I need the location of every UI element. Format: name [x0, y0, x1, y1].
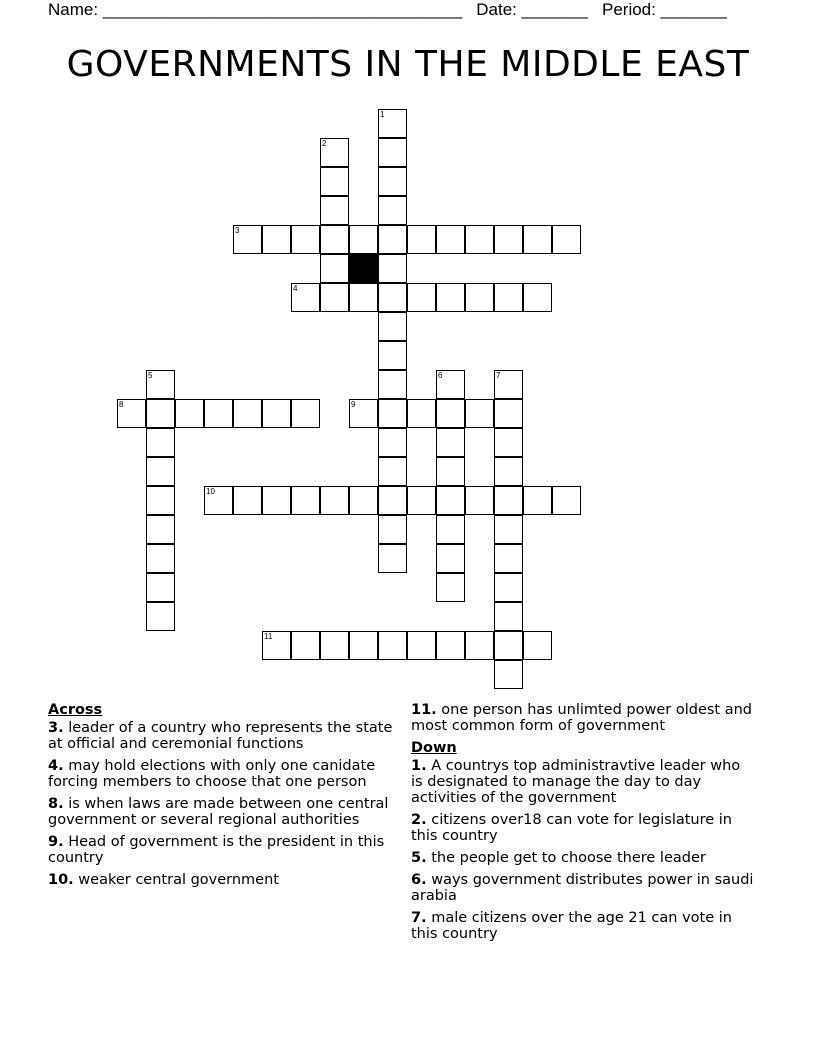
grid-cell[interactable]: [494, 283, 523, 312]
clue-number-label: 8: [119, 400, 124, 409]
grid-cell[interactable]: [378, 167, 407, 196]
name-line[interactable]: ______________________________________: [102, 0, 463, 19]
grid-cell[interactable]: [349, 283, 378, 312]
grid-cell[interactable]: [436, 283, 465, 312]
grid-cell[interactable]: [494, 573, 523, 602]
grid-cell[interactable]: [552, 486, 581, 515]
clue-number-label: 10: [206, 487, 215, 496]
clue-across-8: [48, 796, 403, 828]
grid-cell[interactable]: [146, 457, 175, 486]
clue-text: leader of a country who represents the state at official and ceremonial functions: [48, 720, 393, 752]
clue-number: 8.: [48, 796, 64, 812]
grid-cell[interactable]: [494, 225, 523, 254]
clue-text: citizens over18 can vote for legislature in this country: [411, 812, 733, 844]
grid-cell[interactable]: [320, 254, 349, 283]
grid-cell[interactable]: [494, 399, 523, 428]
clue-number: 7.: [411, 910, 427, 926]
grid-cell[interactable]: [291, 225, 320, 254]
clue-number-label: 4: [293, 284, 298, 293]
grid-cell[interactable]: [291, 631, 320, 660]
grid-cell[interactable]: [320, 225, 349, 254]
grid-cell[interactable]: [233, 225, 262, 254]
clue-number-label: 11: [264, 632, 273, 641]
grid-cell[interactable]: [494, 602, 523, 631]
clue-number-label: 7: [496, 371, 501, 380]
clue-number-label: 2: [322, 139, 327, 148]
grid-cell[interactable]: [523, 225, 552, 254]
grid-cell[interactable]: [378, 631, 407, 660]
grid-cell[interactable]: [378, 254, 407, 283]
grid-cell[interactable]: [378, 225, 407, 254]
grid-cell[interactable]: [291, 283, 320, 312]
grid-cell[interactable]: [117, 399, 146, 428]
grid-cell[interactable]: [494, 457, 523, 486]
period-line[interactable]: _______: [660, 0, 727, 19]
grid-cell[interactable]: [378, 370, 407, 399]
grid-cell[interactable]: [494, 515, 523, 544]
clue-number-label: 6: [438, 371, 443, 380]
grid-cell[interactable]: [494, 631, 523, 660]
grid-cell[interactable]: [146, 515, 175, 544]
clue-down-1: [411, 758, 756, 806]
grid-cell[interactable]: [204, 486, 233, 515]
clue-number: 2.: [411, 812, 427, 828]
grid-cell[interactable]: [465, 225, 494, 254]
black-block: [349, 254, 378, 283]
clue-across-3: [48, 720, 403, 752]
clue-number-label: 1: [380, 110, 385, 119]
clue-number-label: 5: [148, 371, 153, 380]
grid-cell[interactable]: [494, 544, 523, 573]
clue-number: 3.: [48, 720, 64, 736]
grid-cell[interactable]: [320, 167, 349, 196]
grid-cell[interactable]: [378, 457, 407, 486]
clue-down-6: [411, 872, 756, 904]
grid-cell[interactable]: [175, 399, 204, 428]
grid-cell[interactable]: [436, 515, 465, 544]
grid-cell[interactable]: [262, 631, 291, 660]
across-clues: [48, 702, 403, 894]
grid-cell[interactable]: [407, 486, 436, 515]
clue-across-11: [411, 702, 756, 734]
clue-text: may hold elections with only one canidate forcing members to choose that one person: [48, 758, 376, 790]
grid-cell[interactable]: [378, 399, 407, 428]
clue-number: 9.: [48, 834, 64, 850]
date-label: Date:: [476, 0, 517, 19]
page-title: GOVERNMENTS IN THE MIDDLE EAST: [66, 44, 750, 85]
grid-cell[interactable]: [204, 399, 233, 428]
grid-cell[interactable]: [436, 370, 465, 399]
grid-cell[interactable]: [233, 486, 262, 515]
grid-cell[interactable]: [146, 428, 175, 457]
grid-cell[interactable]: [378, 196, 407, 225]
grid-cell[interactable]: [349, 225, 378, 254]
clue-number: 11.: [411, 702, 437, 718]
grid-cell[interactable]: [436, 457, 465, 486]
grid-cell[interactable]: [523, 283, 552, 312]
down-clues: [411, 702, 756, 948]
grid-cell[interactable]: [349, 631, 378, 660]
grid-cell[interactable]: [494, 370, 523, 399]
clue-text: male citizens over the age 21 can vote in this country: [411, 910, 732, 942]
across-heading: Across: [48, 702, 103, 718]
grid-cell[interactable]: [378, 486, 407, 515]
grid-cell[interactable]: [407, 225, 436, 254]
clue-number: 10.: [48, 872, 74, 888]
grid-cell[interactable]: [378, 283, 407, 312]
grid-cell[interactable]: [465, 486, 494, 515]
grid-cell[interactable]: [320, 138, 349, 167]
grid-cell[interactable]: [291, 486, 320, 515]
clue-number: 4.: [48, 758, 64, 774]
grid-cell[interactable]: [146, 573, 175, 602]
clue-number-label: 3: [235, 226, 240, 235]
down-heading: Down: [411, 740, 457, 756]
clue-across-4: [48, 758, 403, 790]
grid-cell[interactable]: [320, 631, 349, 660]
grid-cell[interactable]: [146, 399, 175, 428]
grid-cell[interactable]: [407, 399, 436, 428]
grid-cell[interactable]: [146, 602, 175, 631]
clue-number: 5.: [411, 850, 427, 866]
grid-cell[interactable]: [436, 428, 465, 457]
grid-cell[interactable]: [320, 283, 349, 312]
name-label: Name:: [48, 0, 99, 19]
grid-cell[interactable]: [378, 515, 407, 544]
grid-cell[interactable]: [262, 399, 291, 428]
clue-number-label: 9: [351, 400, 356, 409]
clue-text: ways government distributes power in saudi arabia: [411, 872, 754, 904]
grid-cell[interactable]: [320, 196, 349, 225]
grid-cell[interactable]: [523, 631, 552, 660]
grid-cell[interactable]: [349, 399, 378, 428]
grid-cell[interactable]: [233, 399, 262, 428]
clue-across-9: [48, 834, 403, 866]
clue-number: 1.: [411, 758, 427, 774]
grid-cell[interactable]: [320, 486, 349, 515]
grid-cell[interactable]: [436, 631, 465, 660]
clue-down-2: [411, 812, 756, 844]
grid-cell[interactable]: [146, 486, 175, 515]
grid-cell[interactable]: [291, 399, 320, 428]
clue-text: is when laws are made between one central government or several regional authorities: [48, 796, 389, 828]
grid-cell[interactable]: [436, 486, 465, 515]
grid-cell[interactable]: [378, 109, 407, 138]
clue-text: A countrys top administravtive leader who is designated to manage the day to day activities of the government: [411, 758, 741, 806]
clue-text: Head of government is the president in this country: [48, 834, 385, 866]
grid-cell[interactable]: [378, 341, 407, 370]
grid-cell[interactable]: [494, 486, 523, 515]
grid-cell[interactable]: [523, 486, 552, 515]
grid-cell[interactable]: [378, 312, 407, 341]
grid-cell[interactable]: [262, 486, 291, 515]
grid-cell[interactable]: [552, 225, 581, 254]
grid-cell[interactable]: [436, 573, 465, 602]
grid-cell[interactable]: [378, 544, 407, 573]
grid-cell[interactable]: [378, 138, 407, 167]
date-line[interactable]: _______: [521, 0, 588, 19]
grid-cell[interactable]: [494, 660, 523, 689]
grid-cell[interactable]: [436, 544, 465, 573]
grid-cell[interactable]: [407, 283, 436, 312]
clue-number: 6.: [411, 872, 427, 888]
grid-cell[interactable]: [436, 225, 465, 254]
grid-cell[interactable]: [349, 486, 378, 515]
clue-down-5: [411, 850, 756, 866]
grid-cell[interactable]: [465, 399, 494, 428]
period-label: Period:: [602, 0, 656, 19]
clue-text: one person has unlimted power oldest and most common form of government: [411, 702, 752, 734]
grid-cell[interactable]: [436, 399, 465, 428]
grid-cell[interactable]: [494, 428, 523, 457]
grid-cell[interactable]: [465, 283, 494, 312]
grid-cell[interactable]: [407, 631, 436, 660]
clue-across-10: [48, 872, 403, 888]
grid-cell[interactable]: [146, 370, 175, 399]
clue-text: weaker central government: [78, 872, 279, 888]
clue-text: the people get to choose there leader: [431, 850, 706, 866]
grid-cell[interactable]: [378, 428, 407, 457]
grid-cell[interactable]: [465, 631, 494, 660]
clue-down-7: [411, 910, 756, 942]
grid-cell[interactable]: [262, 225, 291, 254]
grid-cell[interactable]: [146, 544, 175, 573]
